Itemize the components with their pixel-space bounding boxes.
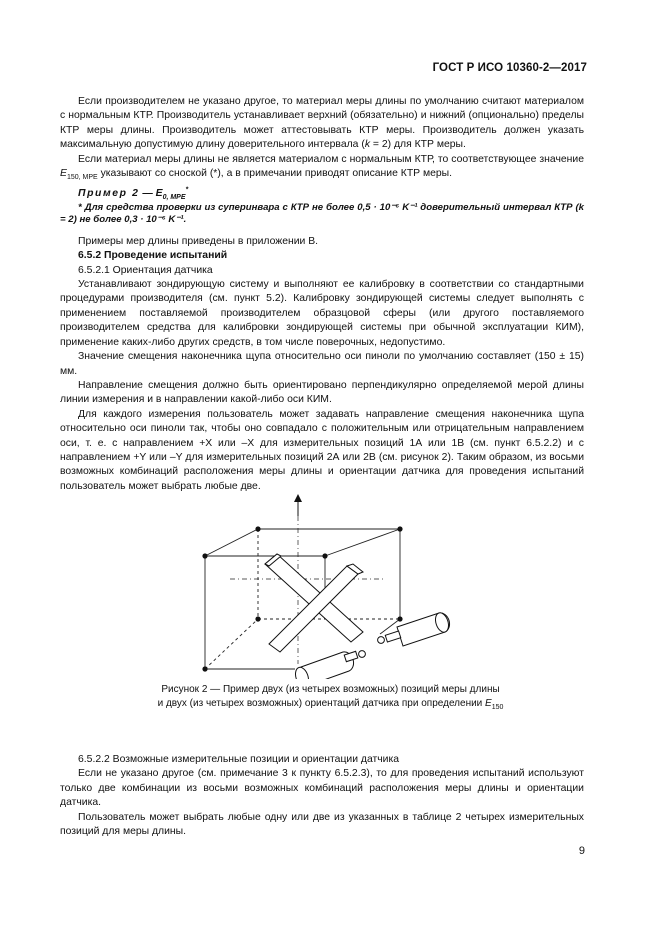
example-2-note: * Для средства проверки из суперинвара с КТР не более 0,5 · 10⁻⁶ K⁻¹ доверительный интервал КТР (k = 2) не более 0,3 · 10⁻⁶ K⁻¹.	[60, 201, 584, 225]
paragraph-ktr-footnote: Если материал меры длины не является материалом с нормальным КТР, то соответствующее значение $E_{150, MPE}$ указывают со сноской (*), а в примечании приводят описание КТР меры.	[60, 153, 584, 182]
text-block-bottom	[60, 753, 584, 839]
paragraph-examples-ref: Примеры мер длины приведены в приложении В.	[78, 235, 319, 247]
section-heading-6-5-2-2: 6.5.2.2 Возможные измерительные позиции и ориентации датчика	[78, 754, 400, 765]
paragraph-stylus-offset: Значение смещения наконечника щупа относительно оси пиноли по умолчанию составляет (150 ± 15) мм.	[60, 351, 584, 377]
corner-points	[202, 526, 402, 671]
cube-frame	[205, 529, 400, 669]
page-number: 9	[578, 845, 585, 857]
probe-2	[293, 651, 365, 679]
text-block-top	[60, 95, 584, 494]
probe-1	[378, 611, 451, 646]
paragraph-probe-calibration: Устанавливают зондирующую систему и выполняют ее калибровку в соответствии со стандартными процедурами производителя (см. пункт 5.2). Калибровку зондирующей системы следует выполнять с применением поставляемой производителем образцовой сферы (или другого поставляемого производителем средства для калибровки зондирующей системы при обычной эксплуатации КИМ), применение каких-либо других средств, в том числе поверочных, недопустимо.	[60, 279, 584, 348]
figure-2-caption: Рисунок 2 — Пример двух (из четырех возможных) позиций меры длины и двух (из четырех возможных) ориентаций датчика при определении $E_{150}$	[157, 684, 504, 711]
figure-2-diagram	[185, 494, 485, 679]
paragraph-combinations: Если не указано другое (см. примечание 3 к пункту 6.5.2.3), то для проведения испытаний используют только две комбинации из восьми возможных комбинаций расположения меры длины и ориентации датчика.	[60, 768, 584, 809]
section-heading-6-5-2: 6.5.2 Проведение испытаний	[78, 250, 228, 262]
section-heading-6-5-2-1: 6.5.2.1 Ориентация датчика	[78, 264, 213, 276]
example-2-title: Пример 2 — $E_{0, MPE}^*$	[78, 186, 189, 202]
document-header: ГОСТ Р ИСО 10360-2—2017	[432, 62, 587, 74]
paragraph-ktr-default: Если производителем не указано другое, то материал меры длины по умолчанию считают материалом с нормальным КТР. Производитель устанавливает верхний (обязательно) и нижний (опционально) пределы КТР меры длины. Производитель может аттестовывать КТР меры. Производитель должен указать максимальную допустимую длину доверительного интервала (k = 2) для КТР меры.	[60, 96, 584, 151]
paragraph-user-choice: Для каждого измерения пользователь может задавать направление смещения наконечника щупа относительно оси пиноли так, чтобы оно совпадало с положительным или отрицательным направлением оси, т. е. с направлением +X или –X для измерительных позиций 1А или 1В (см. пункт 6.5.2.2) и с направлением +Y или –Y для измерительных позиций 2А или 2В (см. рисунок 2). Таким образом, из восьми возможных комбинаций расположения меры длины и ориентации датчика для проведения испытаний пользователь может выбрать любые две.	[60, 408, 584, 492]
paragraph-offset-direction: Направление смещения должно быть ориентировано перпендикулярно определяемой мерой длины линии измерения и в направлении какой-либо оси КИМ.	[60, 379, 584, 406]
paragraph-positions: Пользователь может выбрать любые одну или две из указанных в таблице 2 четырех измерительных позиций для меры длины.	[60, 811, 584, 838]
